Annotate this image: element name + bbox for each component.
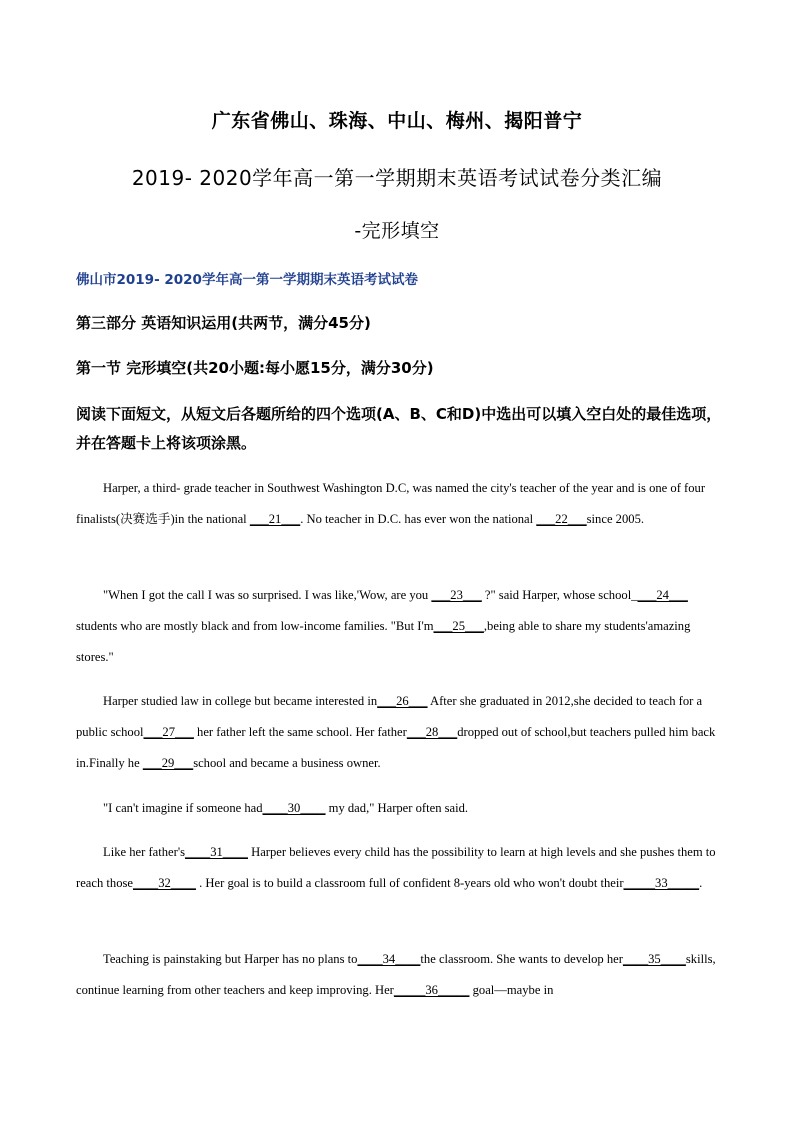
instruction-text: 阅读下面短文，从短文后各题所给的四个选项(A、B、C和D)中选出可以填入空白处的最佳选项，并在答题卡上将该项涂黑。: [76, 405, 722, 452]
text-segment: the classroom. She wants to develop her: [420, 952, 623, 966]
text-segment: . No teacher in D.C. has ever won the national: [300, 512, 537, 526]
blank-31: ____31____: [185, 845, 248, 859]
text-segment: .: [699, 876, 703, 890]
passage-paragraph-5: [76, 837, 720, 899]
blank-29: ___29___: [142, 756, 194, 770]
text-segment: my dad," Harper often said.: [325, 801, 469, 815]
text-segment: school and became a business owner.: [193, 756, 381, 770]
blank-22: ___22___: [536, 512, 587, 526]
text-segment: Harper believes every child has the possibility to learn at high levels and she pushes them to reach those: [76, 845, 716, 890]
text-segment: After she graduated in 2012,she decided to teach for a public school: [76, 694, 703, 739]
text-segment: "I can't imagine if someone had: [103, 801, 263, 815]
passage-paragraph-4: [76, 793, 720, 824]
blank-33: _____33_____: [623, 876, 700, 890]
blank-28: ___28___: [406, 725, 458, 739]
section-part-heading: 第三部分 英语知识运用(共两节，满分45分): [76, 314, 371, 332]
passage-paragraph-6: [76, 944, 720, 1006]
blank-35: ____35____: [622, 952, 686, 966]
passage-paragraph-3: [76, 686, 720, 779]
text-segment: Teaching is painstaking but Harper has no plans to: [103, 952, 358, 966]
blank-25: ___25___: [433, 619, 484, 633]
blank-30: ____30____: [262, 801, 326, 815]
blank-34: ____34____: [357, 952, 421, 966]
text-segment: Harper, a third- grade teacher in Southwest Washington D.C, was named the city's teacher of the year and is one of four finalists(决赛选手)in the national: [76, 481, 706, 526]
exam-source: 佛山市2019- 2020学年高一第一学期期末英语考试试卷: [76, 272, 418, 288]
text-segment: ?" said Harper, whose school_: [481, 588, 638, 602]
doc-title-line1: 广东省佛山、珠海、中山、梅州、揭阳普宁: [211, 110, 583, 132]
section-sub-heading: 第一节 完形填空(共20小题:每小愿15分，满分30分): [76, 359, 434, 377]
text-segment: since 2005.: [586, 512, 645, 526]
text-segment: Like her father's: [103, 845, 185, 859]
text-segment: her father left the same school. Her father: [193, 725, 407, 739]
text-segment: ,being able to share my students'amazing stores.": [76, 619, 691, 664]
text-segment: dropped out of school,but teachers pulled him back in.Finally he: [76, 725, 716, 770]
text-segment: goal—maybe in: [469, 983, 554, 997]
text-segment: skills, continue learning from other teachers and keep improving. Her: [76, 952, 716, 997]
text-segment: . Her goal is to build a classroom full of confident 8-years old who won't doubt their: [195, 876, 624, 890]
blank-27: ___27___: [143, 725, 194, 739]
text-segment: Harper studied law in college but became interested in: [103, 694, 378, 708]
blank-32: ____32____: [133, 876, 196, 890]
doc-title-line3: -完形填空: [354, 220, 440, 242]
doc-title-line2: 2019- 2020学年高一第一学期期末英语考试试卷分类汇编: [131, 166, 663, 190]
blank-26: ___26___: [377, 694, 428, 708]
blank-24: ___24___: [637, 588, 688, 602]
blank-36: _____36_____: [393, 983, 470, 997]
text-segment: "When I got the call I was so surprised. I was like,'Wow, are you: [103, 588, 432, 602]
blank-21: ___21___: [249, 512, 301, 526]
text-segment: students who are mostly black and from low-income families. "But I'm: [76, 619, 434, 633]
passage-paragraph-1: [76, 473, 720, 535]
passage-paragraph-2: [76, 580, 720, 673]
blank-23: ___23___: [431, 588, 482, 602]
